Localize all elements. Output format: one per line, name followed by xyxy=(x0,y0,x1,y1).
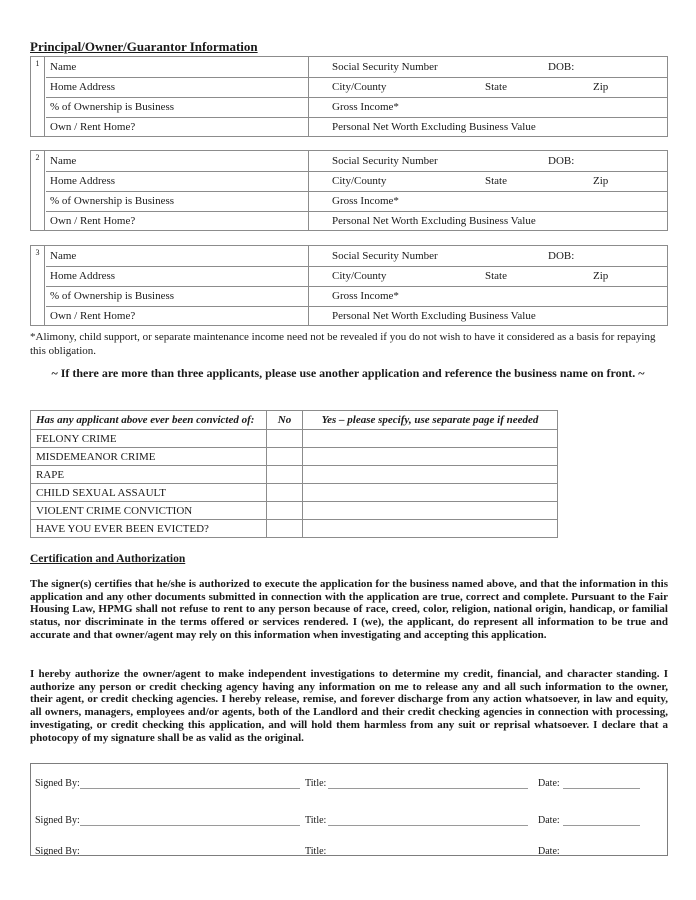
table-row xyxy=(31,466,558,484)
dob-label: DOB: xyxy=(548,155,575,167)
entry-number: 2 xyxy=(31,151,45,230)
zip-label: Zip xyxy=(593,270,609,282)
ssn-label: Social Security Number xyxy=(332,61,438,73)
row-divider xyxy=(46,286,667,287)
row-divider xyxy=(46,211,667,212)
table-row xyxy=(31,502,558,520)
conviction-table xyxy=(30,410,558,538)
title-line xyxy=(328,846,528,856)
home-address-label: Home Address xyxy=(50,175,116,187)
yes-cell xyxy=(303,466,558,484)
ownership-label: % of Ownership is Business xyxy=(50,290,175,302)
entry-number: 3 xyxy=(31,246,45,325)
row-divider xyxy=(46,117,667,118)
city-county-label: City/County xyxy=(332,81,387,93)
row-divider xyxy=(46,266,667,267)
row-divider xyxy=(46,306,667,307)
no-cell xyxy=(267,430,303,448)
signature-row-2 xyxy=(31,815,667,828)
violent-crime-label: VIOLENT CRIME CONVICTION xyxy=(31,502,267,520)
net-worth-label: Personal Net Worth Excluding Business Value xyxy=(332,121,536,133)
signed-by-line xyxy=(80,815,300,826)
no-cell xyxy=(267,520,303,538)
table-row xyxy=(31,520,558,538)
yes-column-header: Yes – please specify, use separate page if needed xyxy=(303,411,558,430)
own-rent-label: Own / Rent Home? xyxy=(50,310,136,322)
home-address-label: Home Address xyxy=(50,81,116,93)
date-label: Date: xyxy=(538,815,560,826)
net-worth-label: Personal Net Worth Excluding Business Value xyxy=(332,310,536,322)
zip-label: Zip xyxy=(593,175,609,187)
own-rent-label: Own / Rent Home? xyxy=(50,121,136,133)
no-cell xyxy=(267,484,303,502)
zip-label: Zip xyxy=(593,81,609,93)
state-label: State xyxy=(485,175,507,187)
row-divider xyxy=(46,97,667,98)
conviction-question-header: Has any applicant above ever been convicted of: xyxy=(31,411,267,430)
signed-by-line xyxy=(80,778,300,789)
yes-cell xyxy=(303,502,558,520)
row-divider xyxy=(46,171,667,172)
certification-heading: Certification and Authorization xyxy=(30,553,186,565)
yes-cell xyxy=(303,484,558,502)
more-applicants-note: ~ If there are more than three applicants, please use another application and reference the business name on front. ~ xyxy=(51,366,645,380)
certification-paragraph-2: I hereby authorize the owner/agent to make independent investigations to determine my credit, financial, and character standing. I authorize any person or credit checking agency having any information on me to release any and all such information to the owner, their agent, or credit checking agencies. I hereby release, remise, and forever discharge from any action whatsoever, in law and equity, all owners, managers, employees and/or agents, both of the Landlord and their credit checking agencies in connection with processing, investigating, or credit checking this application, and will hold them harmless from any suit or reprisal whatsoever. I declare that a photocopy of my signature shall be as valid as the original. xyxy=(30,668,668,744)
name-label: Name xyxy=(50,155,77,167)
yes-cell xyxy=(303,448,558,466)
state-label: State xyxy=(485,81,507,93)
row-divider xyxy=(46,77,667,78)
home-address-label: Home Address xyxy=(50,270,116,282)
no-cell xyxy=(267,448,303,466)
date-line xyxy=(563,846,640,856)
principal-entry-1 xyxy=(30,56,668,137)
signature-row-3 xyxy=(31,846,667,856)
signed-by-line xyxy=(80,846,300,856)
city-county-label: City/County xyxy=(332,175,387,187)
conviction-header-row xyxy=(31,411,558,430)
entry-number: 1 xyxy=(31,57,45,136)
misdemeanor-crime-label: MISDEMEANOR CRIME xyxy=(31,448,267,466)
own-rent-label: Own / Rent Home? xyxy=(50,215,136,227)
signed-by-label: Signed By: xyxy=(35,815,80,826)
signature-box xyxy=(30,763,668,856)
rape-label: RAPE xyxy=(31,466,267,484)
certification-paragraph-1: The signer(s) certifies that he/she is authorized to execute the application for the business named above, and that the information in this application and any other documents submitted in connection with the application are true, correct and complete. Pursuant to the Fair Housing Law, HPMG shall not refuse to rent to any person because of race, creed, color, religion, national origin, handicap, or familial status, nor discriminate in the terms offered or services rendered. I (we), the applicant, do represent all information to be true and accurate and that owner/agent may rely on this information when investigating and accepting this application. xyxy=(30,578,668,641)
date-line xyxy=(563,778,640,789)
ssn-label: Social Security Number xyxy=(332,250,438,262)
dob-label: DOB: xyxy=(548,250,575,262)
no-cell xyxy=(267,466,303,484)
net-worth-label: Personal Net Worth Excluding Business Value xyxy=(332,215,536,227)
gross-income-label: Gross Income* xyxy=(332,290,399,302)
signed-by-label: Signed By: xyxy=(35,846,80,856)
ownership-label: % of Ownership is Business xyxy=(50,195,175,207)
title-label: Title: xyxy=(305,778,327,789)
gross-income-label: Gross Income* xyxy=(332,101,399,113)
table-row xyxy=(31,430,558,448)
row-divider xyxy=(46,191,667,192)
yes-cell xyxy=(303,520,558,538)
title-line xyxy=(328,815,528,826)
name-label: Name xyxy=(50,61,77,73)
date-label: Date: xyxy=(538,778,560,789)
signed-by-label: Signed By: xyxy=(35,778,80,789)
table-row xyxy=(31,448,558,466)
no-cell xyxy=(267,502,303,520)
dob-label: DOB: xyxy=(548,61,575,73)
alimony-footnote: *Alimony, child support, or separate maintenance income need not be revealed if you do not wish to have it considered as a basis for repaying this obligation. xyxy=(30,331,656,357)
title-line xyxy=(328,778,528,789)
page-title: Principal/Owner/Guarantor Information xyxy=(30,39,258,54)
gross-income-label: Gross Income* xyxy=(332,195,399,207)
date-label: Date: xyxy=(538,846,560,856)
principal-entry-2 xyxy=(30,150,668,231)
name-label: Name xyxy=(50,250,77,262)
ssn-label: Social Security Number xyxy=(332,155,438,167)
city-county-label: City/County xyxy=(332,270,387,282)
ownership-label: % of Ownership is Business xyxy=(50,101,175,113)
state-label: State xyxy=(485,270,507,282)
felony-crime-label: FELONY CRIME xyxy=(31,430,267,448)
table-row xyxy=(31,484,558,502)
title-label: Title: xyxy=(305,815,327,826)
signature-row-1 xyxy=(31,778,667,791)
principal-entry-3 xyxy=(30,245,668,326)
child-sexual-assault-label: CHILD SEXUAL ASSAULT xyxy=(31,484,267,502)
yes-cell xyxy=(303,430,558,448)
date-line xyxy=(563,815,640,826)
evicted-label: HAVE YOU EVER BEEN EVICTED? xyxy=(31,520,267,538)
title-label: Title: xyxy=(305,846,327,856)
no-column-header: No xyxy=(267,411,303,430)
